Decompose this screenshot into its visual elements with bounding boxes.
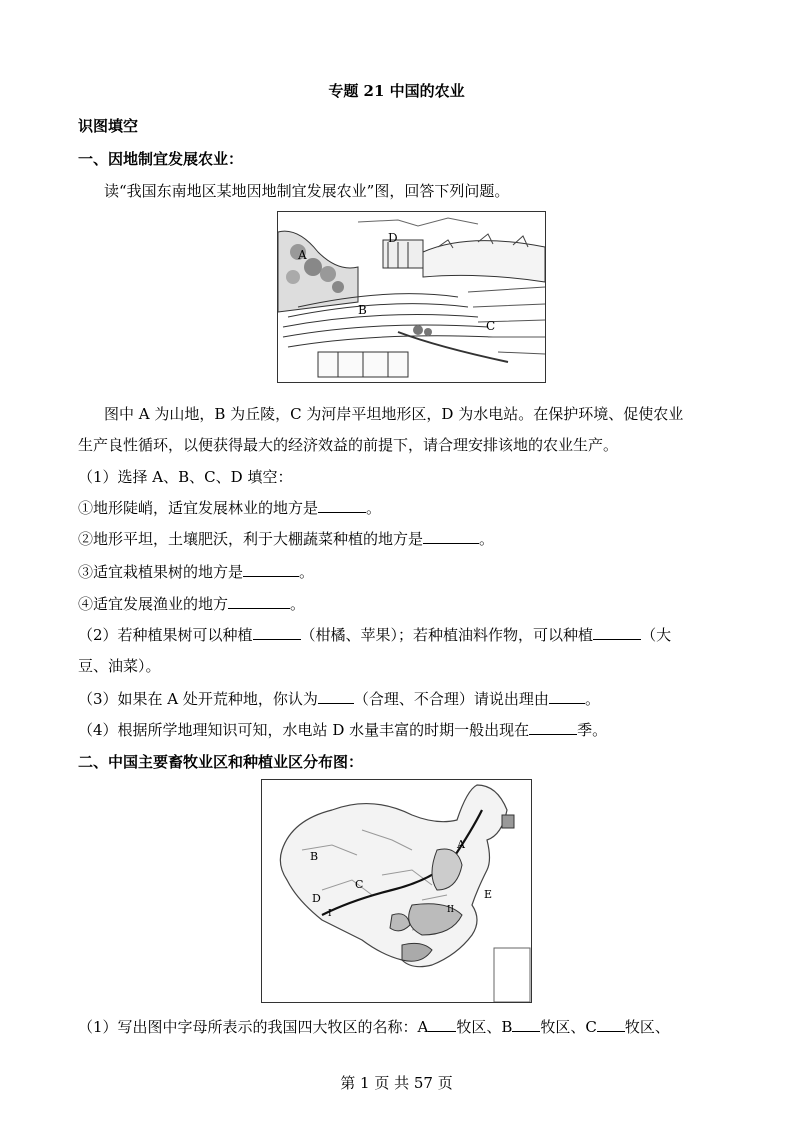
map-label-ii: II <box>447 905 455 915</box>
part2-q1-blank-a[interactable] <box>428 1017 456 1032</box>
section-label: 识图填空 <box>78 117 139 135</box>
q2-blank-2[interactable] <box>593 625 641 640</box>
q3-blank-2[interactable] <box>549 689 585 704</box>
map-label-b: B <box>310 850 319 863</box>
part1-desc-line2: 生产良性循环，以便获得最大的经济效益的前提下，请合理安排该地的农业生产。 <box>78 436 619 454</box>
map-label-c: C <box>355 878 364 891</box>
part2-q1 <box>78 1016 670 1037</box>
q3-text-b: （合理、不合理）请说出理由 <box>353 690 549 708</box>
q2-line2: 豆、油菜）。 <box>78 657 161 675</box>
terrain-figure <box>277 211 546 383</box>
q1-1-text: ①地形陡峭，适宜发展林业的地方是 <box>78 499 319 517</box>
china-map-figure <box>261 779 532 1003</box>
q1-heading: （1）选择 A、B、C、D 填空： <box>78 468 293 486</box>
part2-q1-blank-c[interactable] <box>597 1017 625 1032</box>
part2-q1-blank-b[interactable] <box>512 1017 540 1032</box>
part1-intro: 读“我国东南地区某地因地制宜发展农业”图，回答下列问题。 <box>104 182 510 200</box>
q1-3 <box>78 561 314 582</box>
part2-q1-text-b: 牧区、B <box>456 1018 513 1036</box>
q2-line1 <box>78 624 671 645</box>
q1-4 <box>78 593 305 614</box>
q4 <box>78 719 607 740</box>
page-footer: 第 1 页 共 57 页 <box>340 1074 453 1092</box>
q3-period: 。 <box>584 690 600 708</box>
map-label-e: E <box>484 888 493 901</box>
q1-4-text: ④适宜发展渔业的地方 <box>78 595 229 613</box>
part1-desc-line1: 图中 A 为山地，B 为丘陵，C 为河岸平坦地形区，D 为水电站。在保护环境、促使农业 <box>104 405 684 423</box>
q1-4-period: 。 <box>290 595 306 613</box>
map-label-a: A <box>457 838 465 851</box>
q4-text-a: （4）根据所学地理知识可知，水电站 D 水量丰富的时期一般出现在 <box>78 721 530 739</box>
q1-2 <box>78 528 494 549</box>
q2-blank-1[interactable] <box>253 625 301 640</box>
q1-1-period: 。 <box>366 499 382 517</box>
part2-heading: 二、中国主要畜牧业区和种植业区分布图： <box>78 753 364 771</box>
q4-text-b: 季。 <box>577 721 608 739</box>
q1-4-blank[interactable] <box>228 594 290 609</box>
q3-text-a: （3）如果在 A 处开荒种地，你认为 <box>78 690 318 708</box>
q2-text-c: （大 <box>641 626 672 644</box>
q1-2-blank[interactable] <box>423 529 479 544</box>
part2-q1-text-a: （1）写出图中字母所表示的我国四大牧区的名称：A <box>78 1018 429 1036</box>
map-label-i: I <box>328 909 332 919</box>
q1-3-period: 。 <box>299 563 315 581</box>
q1-1-blank[interactable] <box>318 498 366 513</box>
figure-label-a: A <box>298 248 307 262</box>
q2-text-a: （2）若种植果树可以种植 <box>78 626 253 644</box>
q4-blank[interactable] <box>529 720 577 735</box>
q1-2-period: 。 <box>479 530 495 548</box>
part2-q1-text-c: 牧区、C <box>540 1018 597 1036</box>
q3 <box>78 688 600 709</box>
map-label-d: D <box>312 892 321 905</box>
q3-blank-1[interactable] <box>318 689 354 704</box>
q2-text-b: （柑橘、苹果）；若种植油料作物，可以种植 <box>300 626 594 644</box>
figure-label-d: D <box>388 231 398 245</box>
q1-2-text: ②地形平坦，土壤肥沃，利于大棚蔬菜种植的地方是 <box>78 530 424 548</box>
part1-heading: 一、因地制宜发展农业： <box>78 150 244 168</box>
page-title: 专题 21 中国的农业 <box>328 82 465 100</box>
q1-1 <box>78 497 381 518</box>
q1-3-blank[interactable] <box>243 562 299 577</box>
figure-label-b: B <box>358 303 367 317</box>
q1-3-text: ③适宜栽植果树的地方是 <box>78 563 244 581</box>
figure-label-c: C <box>486 319 496 333</box>
part2-q1-text-d: 牧区、 <box>624 1018 670 1036</box>
